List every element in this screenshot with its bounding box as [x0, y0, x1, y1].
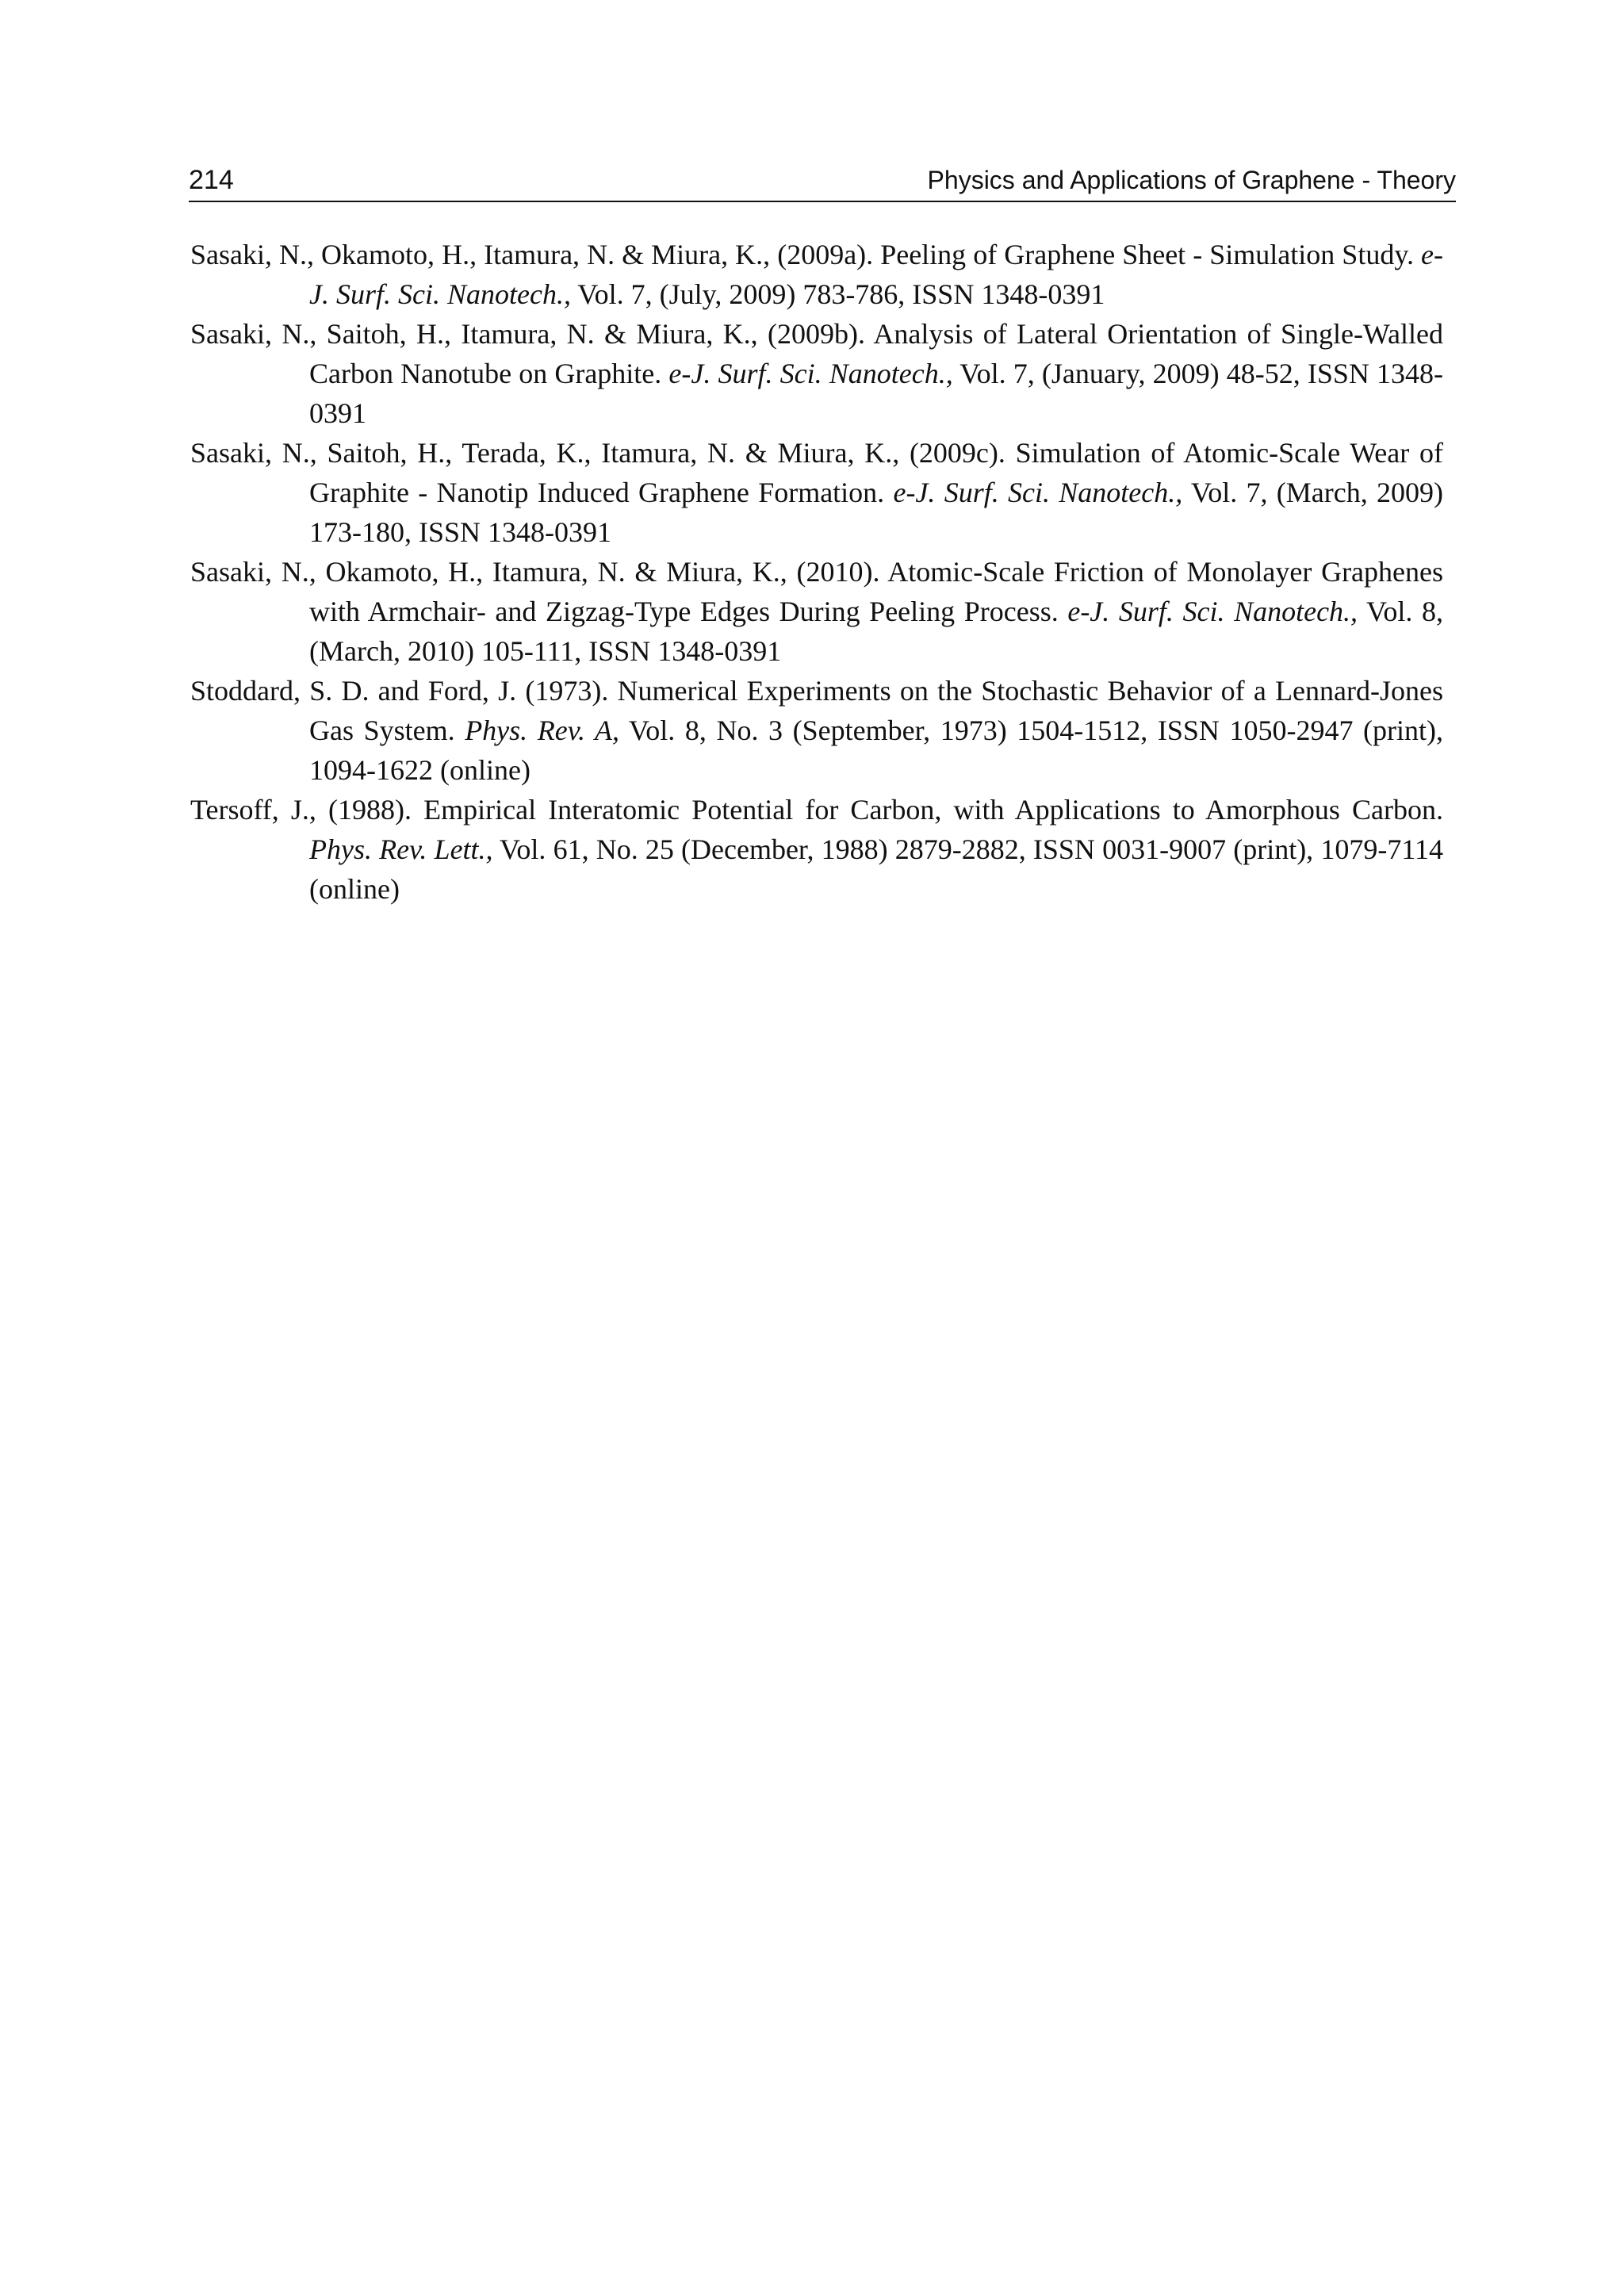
reference-details: Vol. 61, No. 25 (December, 1988) 2879-2882, ISSN 0031-9007 (print), 1079-7114 (online)	[309, 833, 1443, 905]
journal-title: e-J. Surf. Sci. Nanotech.,	[668, 358, 953, 389]
reference-text: Sasaki, N., Saitoh, H., Terada, K., Itamura, N. & Miura, K., (2009c). Simulation of Atomic-Scale Wear of Graphite - Nanotip Induced Graphene Formation.	[190, 437, 1443, 508]
reference-details: Vol. 8, (March, 2010) 105-111, ISSN 1348-0391	[309, 596, 1443, 667]
page-header	[189, 164, 1456, 201]
reference-details: Vol. 7, (January, 2009) 48-52, ISSN 1348-0391	[309, 358, 1443, 429]
reference-item	[190, 671, 1443, 790]
journal-title: e-J. Surf. Sci. Nanotech.,	[893, 477, 1183, 508]
reference-text: Stoddard, S. D. and Ford, J. (1973). Numerical Experiments on the Stochastic Behavior of a Lennard-Jones Gas System.	[190, 675, 1443, 746]
running-title: Physics and Applications of Graphene - Theory	[927, 166, 1456, 194]
reference-item	[190, 790, 1443, 909]
page-number: 214	[189, 165, 234, 195]
journal-title: Phys. Rev. Lett.,	[309, 833, 493, 865]
journal-title: e-J. Surf. Sci. Nanotech.,	[309, 239, 1443, 310]
reference-item	[190, 235, 1443, 314]
reference-text: Sasaki, N., Saitoh, H., Itamura, N. & Miura, K., (2009b). Analysis of Lateral Orientation of Single-Walled Carbon Nanotube on Graphite.	[190, 318, 1443, 389]
reference-details: Vol. 8, No. 3 (September, 1973) 1504-1512, ISSN 1050-2947 (print), 1094-1622 (online)	[309, 715, 1444, 786]
reference-item	[190, 314, 1443, 433]
journal-title: Phys. Rev. A,	[465, 715, 619, 746]
reference-list	[190, 235, 1443, 909]
reference-details: Vol. 7, (March, 2009) 173-180, ISSN 1348-0391	[309, 477, 1443, 548]
journal-title: e-J. Surf. Sci. Nanotech.,	[1067, 596, 1358, 627]
reference-text: Sasaki, N., Okamoto, H., Itamura, N. & Miura, K., (2009a). Peeling of Graphene Sheet - Simulation Study.	[190, 239, 1422, 270]
reference-text: Tersoff, J., (1988). Empirical Interatomic Potential for Carbon, with Applications to Amorphous Carbon.	[190, 794, 1443, 826]
reference-item	[190, 433, 1443, 552]
header-divider	[189, 201, 1456, 202]
reference-details: Vol. 7, (July, 2009) 783-786, ISSN 1348-0391	[570, 278, 1105, 310]
reference-text: Sasaki, N., Okamoto, H., Itamura, N. & Miura, K., (2010). Atomic-Scale Friction of Monolayer Graphenes with Armchair- and Zigzag-Type Edges During Peeling Process.	[190, 556, 1443, 627]
reference-item	[190, 552, 1443, 671]
